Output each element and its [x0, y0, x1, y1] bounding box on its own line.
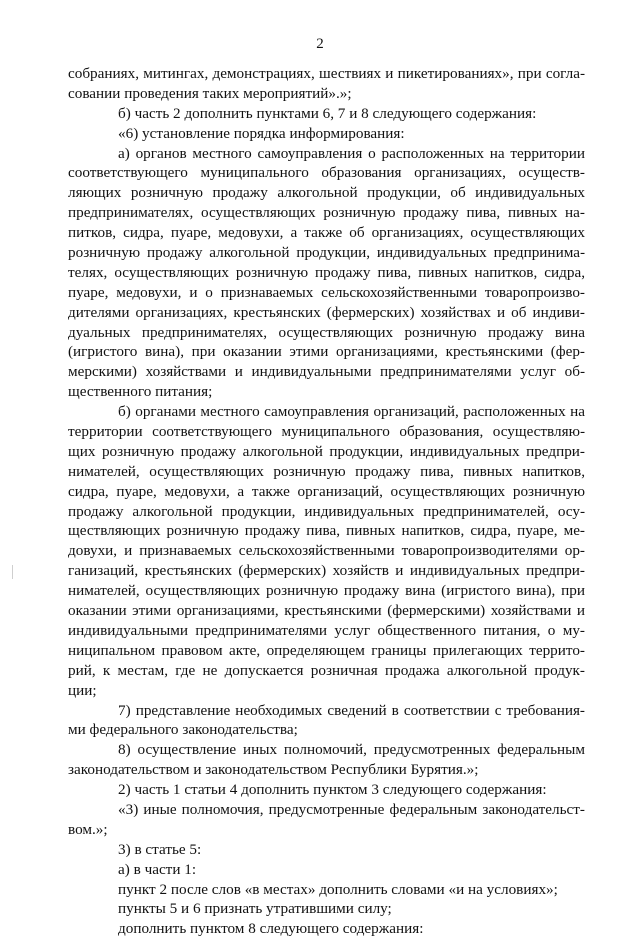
- text-line: ми федерального законодательства;: [68, 721, 298, 739]
- text-line: ляющих розничную продажу алкогольной продукции, об индивидуальных: [68, 184, 585, 202]
- text-line: 3) в статье 5:: [118, 840, 202, 858]
- text-line: мерскими) хозяйствами и индивидуальными предпринимателями услуг об-: [68, 363, 585, 381]
- text-line: вом.»;: [68, 820, 108, 838]
- text-line: дуальных предпринимателях, осуществляющих розничную продажу вина: [68, 323, 585, 341]
- text-line: дополнить пунктом 8 следующего содержания:: [118, 920, 424, 938]
- text-line: щих розничную продажу алкогольной продукции, индивидуальных предпри-: [68, 442, 585, 460]
- text-line: соответствующего муниципального образования организациях, осуществ-: [68, 164, 585, 182]
- text-line: щественного питания;: [68, 383, 213, 401]
- text-line: б) часть 2 дополнить пунктами 6, 7 и 8 следующего содержания:: [118, 104, 537, 122]
- text-line: нимателей, осуществляющих розничную продажу вина (игристого вина), при: [68, 582, 585, 600]
- text-line: нимателей, осуществляющих розничную продажу пива, пивных напитков,: [68, 462, 585, 480]
- text-line: продажу алкогольной продукции, индивидуальных предпринимателей, осу-: [68, 502, 585, 520]
- text-line: а) органов местного самоуправления о расположенных на территории: [118, 144, 585, 162]
- text-line: рий, к местам, где не допускается розничная продажа алкогольной продук-: [68, 661, 585, 679]
- text-line: собраниях, митингах, демонстрациях, шествиях и пикетированиях», при согла-: [68, 65, 585, 82]
- text-line: сидра, пуаре, медовухи, а также организаций, осуществляющих розничную: [68, 482, 585, 500]
- text-line: 2) часть 1 статьи 4 дополнить пунктом 3 следующего содержания:: [118, 781, 547, 799]
- text-line: дителями организациях, крестьянских (фермерских) хозяйствах и об индиви-: [68, 303, 585, 321]
- page-number: 2: [316, 36, 324, 52]
- text-line: совании проведения таких мероприятий».»;: [68, 84, 352, 102]
- text-line: (игристого вина), при оказании этими организациями, крестьянскими (фер-: [68, 343, 585, 361]
- text-line: «3) иные полномочия, предусмотренные федеральным законодательст-: [118, 800, 585, 818]
- text-line: оказании этими организациями, крестьянскими (фермерскими) хозяйствами и: [68, 602, 585, 620]
- text-line: индивидуальными предпринимателями услуг общественного питания, о му-: [68, 621, 585, 639]
- text-line: питков, сидра, пуаре, медовухи, а также об организациях, осуществляющих: [68, 224, 585, 242]
- text-line: довухи, и признаваемых сельскохозяйственными товаропроизводителями ор-: [68, 542, 585, 560]
- text-line: законодательством и законодательством Республики Бурятия.»;: [68, 761, 479, 779]
- text-line: ции;: [68, 681, 97, 699]
- text-line: телях, осуществляющих розничную продажу пива, пивных напитков, сидра,: [68, 263, 585, 281]
- text-line: «6) установление порядка информирования:: [118, 124, 405, 142]
- text-line: ниципальном правовом акте, определяющем границы прилегающих террито-: [68, 641, 585, 659]
- margin-mark: [12, 565, 13, 579]
- text-line: пункт 2 после слов «в местах» дополнить словами «и на условиях»;: [118, 880, 558, 898]
- text-line: ществляющих розничную продажу пива, пивных напитков, сидра, пуаре, ме-: [68, 522, 585, 540]
- text-line: 7) представление необходимых сведений в соответствии с требования-: [118, 701, 585, 719]
- text-line: территории соответствующего муниципального образования, осуществляю-: [68, 423, 585, 441]
- text-line: 8) осуществление иных полномочий, предусмотренных федеральным: [118, 741, 585, 759]
- document-body: [68, 64, 585, 939]
- text-line: предпринимателях, осуществляющих розничную продажу пива, пивных на-: [68, 204, 585, 222]
- text-line: б) органами местного самоуправления организаций, расположенных на: [118, 403, 585, 421]
- text-line: ганизаций, крестьянских (фермерских) хозяйств и индивидуальных предпри-: [68, 562, 585, 580]
- text-line: розничную продажу алкогольной продукции, индивидуальных предпринима-: [68, 244, 585, 262]
- text-line: пуаре, медовухи, и о признаваемых сельскохозяйственными товаропроизво-: [68, 283, 585, 301]
- text-line: а) в части 1:: [118, 860, 197, 878]
- text-line: пункты 5 и 6 признать утратившими силу;: [118, 900, 392, 918]
